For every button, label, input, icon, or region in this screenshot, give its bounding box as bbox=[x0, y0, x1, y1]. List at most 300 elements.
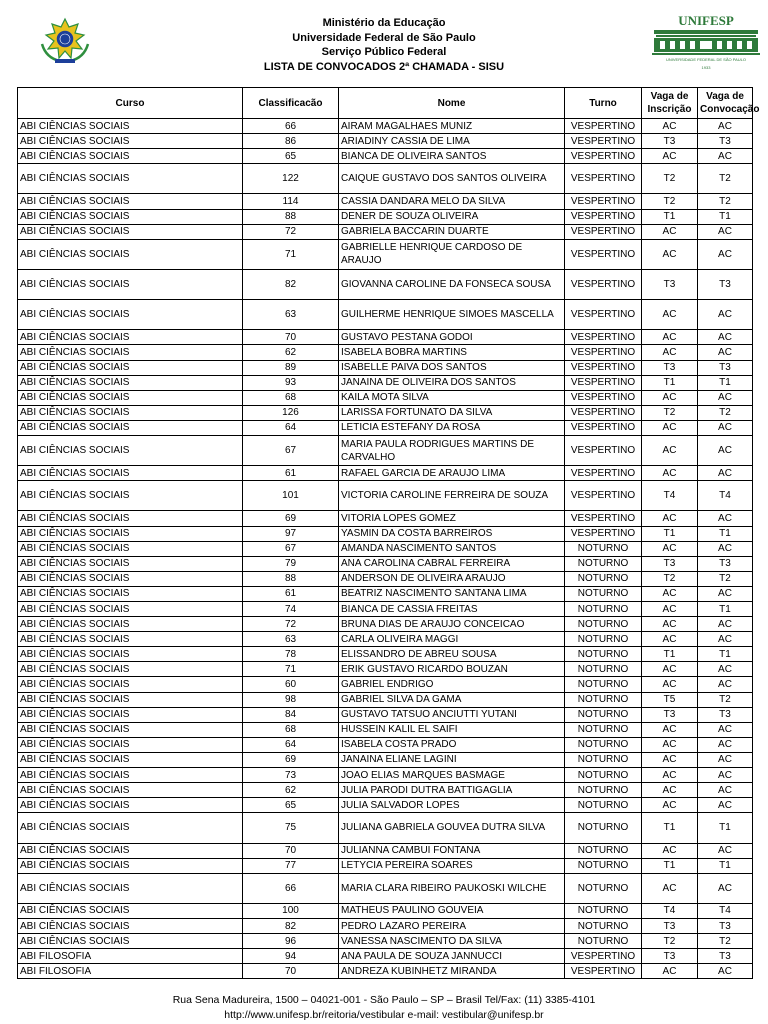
cell-nome: ELISSANDRO DE ABREU SOUSA bbox=[339, 647, 565, 662]
table-row bbox=[18, 526, 753, 541]
logo-wordmark: UNIFESP bbox=[678, 13, 734, 28]
cell-turno: NOTURNO bbox=[565, 556, 642, 571]
cell-classificacao: 69 bbox=[243, 511, 339, 526]
cell-vaga-convocacao: T3 bbox=[698, 269, 753, 299]
cell-nome: JULIANNA CAMBUI FONTANA bbox=[339, 843, 565, 858]
cell-curso: ABI CIÊNCIAS SOCIAIS bbox=[18, 813, 243, 843]
cell-turno: VESPERTINO bbox=[565, 526, 642, 541]
table-row bbox=[18, 918, 753, 933]
cell-curso: ABI CIÊNCIAS SOCIAIS bbox=[18, 873, 243, 903]
cell-turno: NOTURNO bbox=[565, 722, 642, 737]
ministry-title: Ministério da Educação bbox=[322, 17, 446, 29]
cell-curso: ABI CIÊNCIAS SOCIAIS bbox=[18, 466, 243, 481]
cell-vaga-inscricao: AC bbox=[642, 435, 698, 465]
table-row bbox=[18, 617, 753, 632]
table-row bbox=[18, 964, 753, 979]
cell-vaga-convocacao: AC bbox=[698, 300, 753, 330]
cell-vaga-inscricao: AC bbox=[642, 737, 698, 752]
cell-vaga-inscricao: AC bbox=[642, 722, 698, 737]
cell-vaga-inscricao: T3 bbox=[642, 918, 698, 933]
cell-vaga-convocacao: AC bbox=[698, 677, 753, 692]
cell-vaga-convocacao: AC bbox=[698, 873, 753, 903]
table-row bbox=[18, 435, 753, 465]
cell-nome: BIANCA DE OLIVEIRA SANTOS bbox=[339, 149, 565, 164]
cell-vaga-convocacao: AC bbox=[698, 722, 753, 737]
cell-vaga-convocacao: T3 bbox=[698, 556, 753, 571]
cell-turno: VESPERTINO bbox=[565, 435, 642, 465]
column-header-vaga-convocacao: Vaga de Convocação bbox=[698, 88, 753, 119]
cell-curso: ABI CIÊNCIAS SOCIAIS bbox=[18, 737, 243, 752]
cell-vaga-convocacao: T3 bbox=[698, 134, 753, 149]
cell-classificacao: 101 bbox=[243, 481, 339, 511]
cell-curso: ABI CIÊNCIAS SOCIAIS bbox=[18, 858, 243, 873]
cell-turno: VESPERTINO bbox=[565, 390, 642, 405]
cell-nome: ARIADINY CASSIA DE LIMA bbox=[339, 134, 565, 149]
cell-turno: VESPERTINO bbox=[565, 345, 642, 360]
table-row bbox=[18, 677, 753, 692]
cell-vaga-inscricao: AC bbox=[642, 330, 698, 345]
cell-turno: NOTURNO bbox=[565, 632, 642, 647]
cell-nome: ISABELA COSTA PRADO bbox=[339, 737, 565, 752]
cell-vaga-inscricao: AC bbox=[642, 466, 698, 481]
cell-turno: VESPERTINO bbox=[565, 360, 642, 375]
cell-nome: AIRAM MAGALHAES MUNIZ bbox=[339, 119, 565, 134]
cell-turno: NOTURNO bbox=[565, 541, 642, 556]
cell-nome: LETYCIA PEREIRA SOARES bbox=[339, 858, 565, 873]
cell-vaga-convocacao: T4 bbox=[698, 481, 753, 511]
cell-curso: ABI FILOSOFIA bbox=[18, 964, 243, 979]
cell-nome: ISABELA BOBRA MARTINS bbox=[339, 345, 565, 360]
cell-vaga-inscricao: T3 bbox=[642, 707, 698, 722]
cell-curso: ABI CIÊNCIAS SOCIAIS bbox=[18, 390, 243, 405]
cell-vaga-inscricao: AC bbox=[642, 677, 698, 692]
cell-classificacao: 70 bbox=[243, 843, 339, 858]
cell-classificacao: 67 bbox=[243, 435, 339, 465]
cell-classificacao: 71 bbox=[243, 662, 339, 677]
cell-curso: ABI CIÊNCIAS SOCIAIS bbox=[18, 239, 243, 269]
cell-vaga-convocacao: T1 bbox=[698, 647, 753, 662]
cell-vaga-inscricao: T2 bbox=[642, 934, 698, 949]
cell-classificacao: 74 bbox=[243, 602, 339, 617]
cell-vaga-inscricao: AC bbox=[642, 300, 698, 330]
cell-curso: ABI CIÊNCIAS SOCIAIS bbox=[18, 149, 243, 164]
cell-nome: BIANCA DE CASSIA FREITAS bbox=[339, 602, 565, 617]
table-row bbox=[18, 783, 753, 798]
table-header-row bbox=[18, 88, 753, 119]
cell-nome: BRUNA DIAS DE ARAUJO CONCEICAO bbox=[339, 617, 565, 632]
cell-turno: NOTURNO bbox=[565, 752, 642, 767]
cell-vaga-inscricao: AC bbox=[642, 345, 698, 360]
cell-curso: ABI CIÊNCIAS SOCIAIS bbox=[18, 903, 243, 918]
cell-classificacao: 126 bbox=[243, 405, 339, 420]
cell-classificacao: 68 bbox=[243, 722, 339, 737]
cell-vaga-inscricao: AC bbox=[642, 843, 698, 858]
cell-turno: NOTURNO bbox=[565, 662, 642, 677]
cell-nome: ANDERSON DE OLIVEIRA ARAUJO bbox=[339, 571, 565, 586]
cell-vaga-inscricao: T4 bbox=[642, 903, 698, 918]
cell-turno: NOTURNO bbox=[565, 586, 642, 601]
cell-nome: MARIA PAULA RODRIGUES MARTINS DE CARVALHO bbox=[339, 435, 565, 465]
table-row bbox=[18, 556, 753, 571]
table-row bbox=[18, 119, 753, 134]
table-row bbox=[18, 375, 753, 390]
cell-classificacao: 96 bbox=[243, 934, 339, 949]
table-row bbox=[18, 722, 753, 737]
cell-vaga-convocacao: AC bbox=[698, 768, 753, 783]
cell-curso: ABI CIÊNCIAS SOCIAIS bbox=[18, 209, 243, 224]
cell-vaga-convocacao: AC bbox=[698, 586, 753, 601]
cell-vaga-inscricao: T1 bbox=[642, 375, 698, 390]
cell-curso: ABI CIÊNCIAS SOCIAIS bbox=[18, 435, 243, 465]
table-row bbox=[18, 134, 753, 149]
cell-vaga-inscricao: AC bbox=[642, 662, 698, 677]
footer-contact: http://www.unifesp.br/reitoria/vestibular e-mail: vestibular@unifesp.br bbox=[224, 1009, 544, 1021]
cell-classificacao: 62 bbox=[243, 345, 339, 360]
cell-vaga-convocacao: T3 bbox=[698, 360, 753, 375]
cell-vaga-inscricao: AC bbox=[642, 420, 698, 435]
cell-vaga-inscricao: T2 bbox=[642, 405, 698, 420]
cell-vaga-convocacao: T1 bbox=[698, 813, 753, 843]
cell-turno: VESPERTINO bbox=[565, 330, 642, 345]
cell-classificacao: 71 bbox=[243, 239, 339, 269]
cell-curso: ABI CIÊNCIAS SOCIAIS bbox=[18, 571, 243, 586]
table-row bbox=[18, 813, 753, 843]
cell-classificacao: 93 bbox=[243, 375, 339, 390]
cell-classificacao: 63 bbox=[243, 300, 339, 330]
cell-classificacao: 67 bbox=[243, 541, 339, 556]
table-row bbox=[18, 345, 753, 360]
cell-vaga-inscricao: AC bbox=[642, 873, 698, 903]
table-row bbox=[18, 209, 753, 224]
table-row bbox=[18, 602, 753, 617]
cell-nome: CASSIA DANDARA MELO DA SILVA bbox=[339, 194, 565, 209]
cell-nome: GABRIEL SILVA DA GAMA bbox=[339, 692, 565, 707]
cell-classificacao: 70 bbox=[243, 964, 339, 979]
cell-turno: VESPERTINO bbox=[565, 405, 642, 420]
cell-turno: NOTURNO bbox=[565, 692, 642, 707]
logo-subtitle: UNIVERSIDADE FEDERAL DE SÃO PAULO bbox=[665, 57, 747, 62]
convocados-table bbox=[17, 87, 760, 979]
cell-curso: ABI CIÊNCIAS SOCIAIS bbox=[18, 526, 243, 541]
table-row bbox=[18, 798, 753, 813]
document-title-block bbox=[150, 16, 618, 74]
cell-curso: ABI CIÊNCIAS SOCIAIS bbox=[18, 662, 243, 677]
cell-vaga-convocacao: T1 bbox=[698, 858, 753, 873]
cell-curso: ABI CIÊNCIAS SOCIAIS bbox=[18, 541, 243, 556]
cell-vaga-convocacao: AC bbox=[698, 149, 753, 164]
cell-curso: ABI CIÊNCIAS SOCIAIS bbox=[18, 707, 243, 722]
cell-curso: ABI CIÊNCIAS SOCIAIS bbox=[18, 798, 243, 813]
cell-curso: ABI CIÊNCIAS SOCIAIS bbox=[18, 647, 243, 662]
cell-nome: GUSTAVO PESTANA GODOI bbox=[339, 330, 565, 345]
cell-nome: BEATRIZ NASCIMENTO SANTANA LIMA bbox=[339, 586, 565, 601]
cell-vaga-inscricao: T3 bbox=[642, 134, 698, 149]
cell-vaga-convocacao: T2 bbox=[698, 194, 753, 209]
cell-nome: VITORIA LOPES GOMEZ bbox=[339, 511, 565, 526]
cell-turno: NOTURNO bbox=[565, 918, 642, 933]
cell-vaga-inscricao: AC bbox=[642, 239, 698, 269]
cell-classificacao: 61 bbox=[243, 466, 339, 481]
cell-vaga-inscricao: AC bbox=[642, 632, 698, 647]
cell-vaga-convocacao: AC bbox=[698, 541, 753, 556]
list-title: LISTA DE CONVOCADOS 2ª CHAMADA - SISU bbox=[263, 60, 505, 73]
table-row bbox=[18, 466, 753, 481]
cell-vaga-convocacao: AC bbox=[698, 239, 753, 269]
cell-curso: ABI CIÊNCIAS SOCIAIS bbox=[18, 194, 243, 209]
table-row bbox=[18, 224, 753, 239]
cell-turno: VESPERTINO bbox=[565, 375, 642, 390]
cell-vaga-inscricao: AC bbox=[642, 602, 698, 617]
cell-vaga-inscricao: AC bbox=[642, 119, 698, 134]
cell-vaga-convocacao: AC bbox=[698, 420, 753, 435]
cell-classificacao: 98 bbox=[243, 692, 339, 707]
column-header-classificacao: Classificacão bbox=[243, 88, 339, 119]
cell-vaga-inscricao: T1 bbox=[642, 209, 698, 224]
cell-classificacao: 65 bbox=[243, 149, 339, 164]
cell-classificacao: 82 bbox=[243, 918, 339, 933]
cell-classificacao: 62 bbox=[243, 783, 339, 798]
cell-curso: ABI CIÊNCIAS SOCIAIS bbox=[18, 330, 243, 345]
cell-curso: ABI CIÊNCIAS SOCIAIS bbox=[18, 602, 243, 617]
table-row bbox=[18, 481, 753, 511]
cell-curso: ABI CIÊNCIAS SOCIAIS bbox=[18, 677, 243, 692]
table-row bbox=[18, 541, 753, 556]
table-row bbox=[18, 707, 753, 722]
cell-curso: ABI CIÊNCIAS SOCIAIS bbox=[18, 345, 243, 360]
cell-turno: VESPERTINO bbox=[565, 164, 642, 194]
table-row bbox=[18, 300, 753, 330]
cell-classificacao: 70 bbox=[243, 330, 339, 345]
cell-curso: ABI CIÊNCIAS SOCIAIS bbox=[18, 692, 243, 707]
cell-curso: ABI CIÊNCIAS SOCIAIS bbox=[18, 300, 243, 330]
table-row bbox=[18, 768, 753, 783]
cell-curso: ABI CIÊNCIAS SOCIAIS bbox=[18, 586, 243, 601]
cell-nome: CARLA OLIVEIRA MAGGI bbox=[339, 632, 565, 647]
table-row bbox=[18, 843, 753, 858]
cell-vaga-convocacao: AC bbox=[698, 617, 753, 632]
cell-vaga-convocacao: AC bbox=[698, 330, 753, 345]
cell-vaga-convocacao: T3 bbox=[698, 918, 753, 933]
page-header bbox=[0, 0, 768, 86]
cell-curso: ABI CIÊNCIAS SOCIAIS bbox=[18, 617, 243, 632]
column-header-vaga-inscricao: Vaga de Inscrição bbox=[642, 88, 698, 119]
cell-vaga-inscricao: AC bbox=[642, 149, 698, 164]
cell-turno: NOTURNO bbox=[565, 813, 642, 843]
cell-nome: GIOVANNA CAROLINE DA FONSECA SOUSA bbox=[339, 269, 565, 299]
cell-turno: VESPERTINO bbox=[565, 194, 642, 209]
table-row bbox=[18, 873, 753, 903]
table-row bbox=[18, 420, 753, 435]
cell-turno: VESPERTINO bbox=[565, 481, 642, 511]
cell-turno: VESPERTINO bbox=[565, 209, 642, 224]
brazil-coat-of-arms-icon bbox=[38, 18, 92, 64]
cell-vaga-convocacao: AC bbox=[698, 466, 753, 481]
cell-nome: PEDRO LAZARO PEREIRA bbox=[339, 918, 565, 933]
column-header-curso: Curso bbox=[18, 88, 243, 119]
cell-turno: VESPERTINO bbox=[565, 300, 642, 330]
cell-classificacao: 66 bbox=[243, 873, 339, 903]
cell-nome: GUILHERME HENRIQUE SIMOES MASCELLA bbox=[339, 300, 565, 330]
table-row bbox=[18, 737, 753, 752]
cell-vaga-convocacao: T1 bbox=[698, 526, 753, 541]
cell-turno: VESPERTINO bbox=[565, 134, 642, 149]
table-row bbox=[18, 149, 753, 164]
cell-curso: ABI CIÊNCIAS SOCIAIS bbox=[18, 722, 243, 737]
cell-curso: ABI CIÊNCIAS SOCIAIS bbox=[18, 269, 243, 299]
cell-classificacao: 72 bbox=[243, 617, 339, 632]
table-row bbox=[18, 194, 753, 209]
table-row bbox=[18, 405, 753, 420]
cell-vaga-inscricao: T3 bbox=[642, 360, 698, 375]
cell-vaga-convocacao: T3 bbox=[698, 707, 753, 722]
table-row bbox=[18, 662, 753, 677]
cell-vaga-inscricao: AC bbox=[642, 798, 698, 813]
cell-classificacao: 72 bbox=[243, 224, 339, 239]
cell-curso: ABI CIÊNCIAS SOCIAIS bbox=[18, 918, 243, 933]
cell-turno: NOTURNO bbox=[565, 707, 642, 722]
cell-turno: VESPERTINO bbox=[565, 224, 642, 239]
cell-nome: VICTORIA CAROLINE FERREIRA DE SOUZA bbox=[339, 481, 565, 511]
cell-vaga-convocacao: AC bbox=[698, 511, 753, 526]
logo-year: 1933 bbox=[701, 65, 711, 70]
cell-vaga-inscricao: T3 bbox=[642, 269, 698, 299]
cell-curso: ABI CIÊNCIAS SOCIAIS bbox=[18, 632, 243, 647]
cell-nome: DENER DE SOUZA OLIVEIRA bbox=[339, 209, 565, 224]
cell-turno: VESPERTINO bbox=[565, 149, 642, 164]
cell-classificacao: 77 bbox=[243, 858, 339, 873]
table-row bbox=[18, 903, 753, 918]
table-row bbox=[18, 269, 753, 299]
cell-vaga-convocacao: T2 bbox=[698, 692, 753, 707]
cell-classificacao: 82 bbox=[243, 269, 339, 299]
cell-turno: NOTURNO bbox=[565, 903, 642, 918]
cell-nome: AMANDA NASCIMENTO SANTOS bbox=[339, 541, 565, 556]
service-title: Serviço Público Federal bbox=[321, 46, 447, 58]
cell-curso: ABI CIÊNCIAS SOCIAIS bbox=[18, 134, 243, 149]
cell-nome: ISABELLE PAIVA DOS SANTOS bbox=[339, 360, 565, 375]
cell-nome: VANESSA NASCIMENTO DA SILVA bbox=[339, 934, 565, 949]
cell-vaga-inscricao: T1 bbox=[642, 647, 698, 662]
cell-turno: VESPERTINO bbox=[565, 269, 642, 299]
university-title: Universidade Federal de São Paulo bbox=[292, 31, 476, 44]
cell-classificacao: 114 bbox=[243, 194, 339, 209]
cell-vaga-inscricao: T2 bbox=[642, 164, 698, 194]
cell-curso: ABI CIÊNCIAS SOCIAIS bbox=[18, 934, 243, 949]
cell-vaga-inscricao: T4 bbox=[642, 481, 698, 511]
cell-turno: VESPERTINO bbox=[565, 964, 642, 979]
unifesp-logo-icon bbox=[650, 14, 762, 72]
cell-classificacao: 100 bbox=[243, 903, 339, 918]
cell-vaga-inscricao: AC bbox=[642, 511, 698, 526]
cell-turno: VESPERTINO bbox=[565, 420, 642, 435]
cell-vaga-inscricao: T3 bbox=[642, 949, 698, 964]
cell-classificacao: 84 bbox=[243, 707, 339, 722]
cell-classificacao: 79 bbox=[243, 556, 339, 571]
cell-nome: GUSTAVO TATSUO ANCIUTTI YUTANI bbox=[339, 707, 565, 722]
cell-nome: MATHEUS PAULINO GOUVEIA bbox=[339, 903, 565, 918]
cell-vaga-inscricao: AC bbox=[642, 752, 698, 767]
cell-vaga-inscricao: AC bbox=[642, 586, 698, 601]
cell-vaga-convocacao: AC bbox=[698, 783, 753, 798]
cell-turno: NOTURNO bbox=[565, 798, 642, 813]
table-row bbox=[18, 330, 753, 345]
cell-turno: VESPERTINO bbox=[565, 239, 642, 269]
cell-turno: NOTURNO bbox=[565, 571, 642, 586]
cell-classificacao: 65 bbox=[243, 798, 339, 813]
cell-turno: NOTURNO bbox=[565, 677, 642, 692]
table-row bbox=[18, 647, 753, 662]
cell-vaga-inscricao: AC bbox=[642, 541, 698, 556]
cell-classificacao: 89 bbox=[243, 360, 339, 375]
cell-curso: ABI CIÊNCIAS SOCIAIS bbox=[18, 481, 243, 511]
cell-nome: ANDREZA KUBINHETZ MIRANDA bbox=[339, 964, 565, 979]
cell-classificacao: 64 bbox=[243, 737, 339, 752]
cell-curso: ABI CIÊNCIAS SOCIAIS bbox=[18, 511, 243, 526]
table-row bbox=[18, 586, 753, 601]
cell-curso: ABI CIÊNCIAS SOCIAIS bbox=[18, 375, 243, 390]
cell-classificacao: 122 bbox=[243, 164, 339, 194]
cell-classificacao: 69 bbox=[243, 752, 339, 767]
cell-nome: ERIK GUSTAVO RICARDO BOUZAN bbox=[339, 662, 565, 677]
cell-turno: VESPERTINO bbox=[565, 949, 642, 964]
cell-nome: YASMIN DA COSTA BARREIROS bbox=[339, 526, 565, 541]
cell-nome: ANA PAULA DE SOUZA JANNUCCI bbox=[339, 949, 565, 964]
cell-vaga-convocacao: AC bbox=[698, 737, 753, 752]
cell-turno: NOTURNO bbox=[565, 934, 642, 949]
cell-classificacao: 60 bbox=[243, 677, 339, 692]
cell-nome: KAILA MOTA SILVA bbox=[339, 390, 565, 405]
cell-turno: NOTURNO bbox=[565, 843, 642, 858]
page-footer bbox=[0, 993, 768, 1023]
cell-nome: JOAO ELIAS MARQUES BASMAGE bbox=[339, 768, 565, 783]
cell-vaga-convocacao: T2 bbox=[698, 571, 753, 586]
cell-curso: ABI CIÊNCIAS SOCIAIS bbox=[18, 768, 243, 783]
table-body bbox=[18, 119, 753, 979]
cell-nome: LARISSA FORTUNATO DA SILVA bbox=[339, 405, 565, 420]
cell-classificacao: 63 bbox=[243, 632, 339, 647]
cell-nome: JULIA PARODI DUTRA BATTIGAGLIA bbox=[339, 783, 565, 798]
cell-nome: MARIA CLARA RIBEIRO PAUKOSKI WILCHE bbox=[339, 873, 565, 903]
cell-classificacao: 88 bbox=[243, 209, 339, 224]
cell-nome: JULIA SALVADOR LOPES bbox=[339, 798, 565, 813]
cell-curso: ABI CIÊNCIAS SOCIAIS bbox=[18, 164, 243, 194]
cell-turno: NOTURNO bbox=[565, 873, 642, 903]
cell-vaga-convocacao: AC bbox=[698, 662, 753, 677]
cell-nome: LETICIA ESTEFANY DA ROSA bbox=[339, 420, 565, 435]
cell-curso: ABI CIÊNCIAS SOCIAIS bbox=[18, 405, 243, 420]
cell-vaga-convocacao: T1 bbox=[698, 375, 753, 390]
cell-classificacao: 68 bbox=[243, 390, 339, 405]
cell-nome: JULIANA GABRIELA GOUVEA DUTRA SILVA bbox=[339, 813, 565, 843]
cell-vaga-inscricao: AC bbox=[642, 768, 698, 783]
cell-curso: ABI CIÊNCIAS SOCIAIS bbox=[18, 420, 243, 435]
table-row bbox=[18, 692, 753, 707]
footer-address: Rua Sena Madureira, 1500 – 04021-001 - São Paulo – SP – Brasil Tel/Fax: (11) 3385-4101 bbox=[172, 994, 596, 1006]
cell-curso: ABI CIÊNCIAS SOCIAIS bbox=[18, 556, 243, 571]
cell-vaga-convocacao: T2 bbox=[698, 164, 753, 194]
cell-vaga-inscricao: T5 bbox=[642, 692, 698, 707]
cell-turno: NOTURNO bbox=[565, 617, 642, 632]
cell-turno: NOTURNO bbox=[565, 647, 642, 662]
cell-classificacao: 86 bbox=[243, 134, 339, 149]
table-row bbox=[18, 632, 753, 647]
cell-classificacao: 78 bbox=[243, 647, 339, 662]
cell-vaga-convocacao: AC bbox=[698, 798, 753, 813]
cell-vaga-inscricao: T3 bbox=[642, 556, 698, 571]
cell-vaga-convocacao: AC bbox=[698, 390, 753, 405]
cell-vaga-convocacao: AC bbox=[698, 224, 753, 239]
cell-nome: RAFAEL GARCIA DE ARAUJO LIMA bbox=[339, 466, 565, 481]
